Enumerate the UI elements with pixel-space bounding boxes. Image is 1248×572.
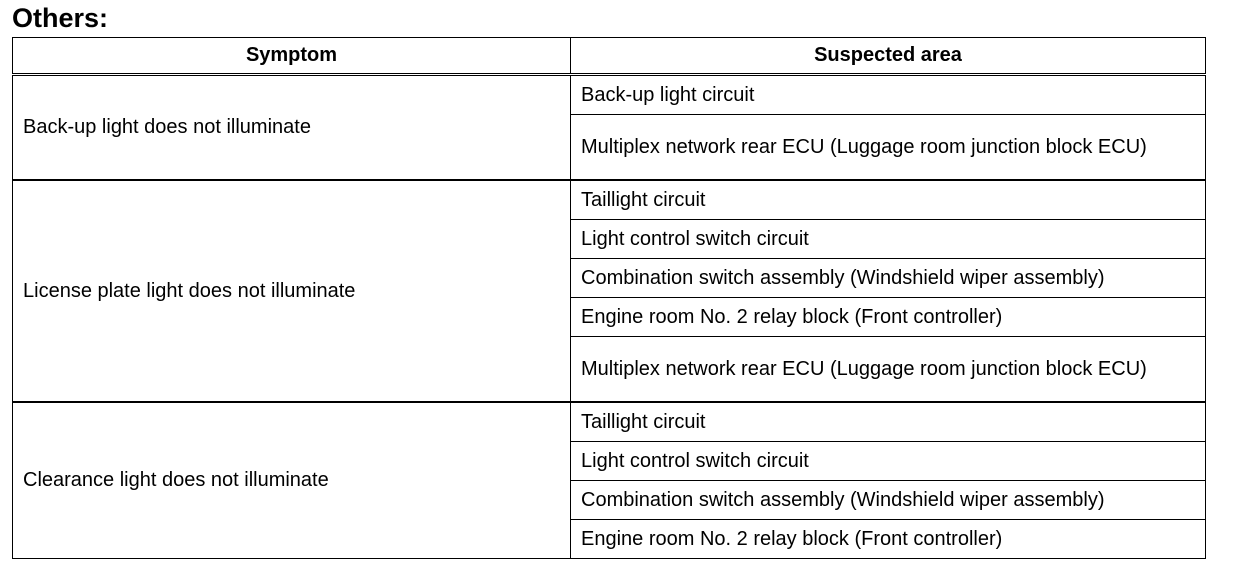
symptom-cell: License plate light does not illuminate xyxy=(13,180,571,402)
suspected-area-cell: Multiplex network rear ECU (Luggage room junction block ECU) xyxy=(571,115,1206,181)
suspected-area-cell: Combination switch assembly (Windshield wiper assembly) xyxy=(571,259,1206,298)
suspected-area-cell: Taillight circuit xyxy=(571,180,1206,220)
suspected-area-cell: Back-up light circuit xyxy=(571,75,1206,115)
suspected-area-cell: Multiplex network rear ECU (Luggage room junction block ECU) xyxy=(571,337,1206,403)
suspected-area-cell: Light control switch circuit xyxy=(571,442,1206,481)
symptom-table xyxy=(12,37,1206,559)
section-title: Others: xyxy=(12,3,109,33)
suspected-area-cell: Combination switch assembly (Windshield wiper assembly) xyxy=(571,481,1206,520)
symptom-cell: Back-up light does not illuminate xyxy=(13,75,571,181)
table-row xyxy=(13,75,1206,115)
suspected-area-cell: Engine room No. 2 relay block (Front controller) xyxy=(571,298,1206,337)
header-row xyxy=(13,38,1206,75)
suspected-area-cell: Engine room No. 2 relay block (Front controller) xyxy=(571,520,1206,559)
table-row xyxy=(13,180,1206,220)
suspected-area-cell: Taillight circuit xyxy=(571,402,1206,442)
suspected-area-header: Suspected area xyxy=(571,38,1206,75)
suspected-area-cell: Light control switch circuit xyxy=(571,220,1206,259)
table-row xyxy=(13,402,1206,442)
symptom-cell: Clearance light does not illuminate xyxy=(13,402,571,559)
symptom-header: Symptom xyxy=(13,38,571,75)
